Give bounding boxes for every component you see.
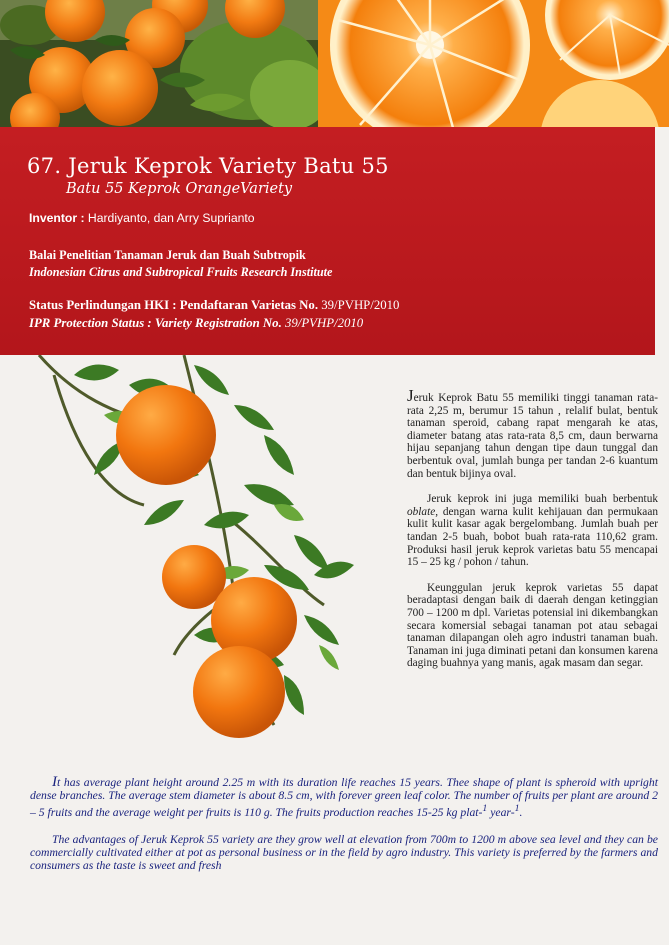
ipr-number: 39/PVHP/2010 [281, 316, 364, 330]
paragraph-text: , dengan warna kulit kehijauan dan permukaan kulit kulit kasar agak bergelombang. Jumlah buah per tandan 2-5 buah, bobot buah rata-rata 110,62 gram. Produksi hasil jeruk keprok varietas batu 55 mencapai 15 – 25 kg / pohon / tahun. [407, 505, 658, 569]
info-panel [0, 127, 655, 355]
ipr-label: IPR Protection Status : Variety Registration No. [29, 316, 282, 330]
institute-name-en: Indonesian Citrus and Subtropical Fruits Research Institute [29, 265, 333, 279]
hki-number: 39/PVHP/2010 [318, 298, 400, 312]
drop-cap: J [407, 386, 414, 405]
paragraph-text: year- [487, 806, 515, 820]
paragraph-text: t has average plant height around 2.25 m with its duration life reaches 15 years. Thee shape of plant is spheroid with upright dense branches. The average stem diameter is about 8.5 cm, with forever green leaf color. The number of fruits per plant are around 2 – 5 fruits and the average weight per fruits is 110 g. The fruits production reaches 15-25 kg plat- [30, 776, 658, 820]
orange-branch-photo [34, 355, 374, 750]
paragraph-fruit [407, 493, 658, 569]
paragraph-advantages-en: The advantages of Jeruk Keprok 55 variety are they grow well at elevation from 700m to 1200 m above sea level and they can be commercially cultivated either at pot as personal business or in the field by agro industry. This variety is preferred by the farmers and consumers as the taste is sweet and fresh [30, 832, 658, 872]
inventor-line [29, 211, 255, 225]
institute-name: Balai Penelitian Tanaman Jeruk dan Buah Subtropik [29, 248, 306, 262]
paragraph-text: Jeruk keprok ini juga memiliki buah berbentuk [427, 493, 658, 506]
header-photos [0, 0, 669, 127]
term-oblate: oblate [407, 505, 436, 518]
description-indonesian [407, 386, 658, 683]
inventor-names: Hardiyanto, dan Arry Suprianto [84, 211, 255, 225]
page-title: 67. Jeruk Keprok Variety Batu 55 [27, 154, 389, 178]
orange-fruit [116, 385, 216, 485]
paragraph-characteristics [407, 386, 658, 480]
orange-fruit [193, 646, 285, 738]
paragraph-characteristics-en [30, 776, 658, 820]
drop-cap: I [52, 774, 57, 790]
photo-orange-tree [0, 0, 330, 127]
photo-orange-slices [318, 0, 669, 127]
description-english [30, 776, 658, 885]
superscript: 1 [482, 803, 488, 815]
hki-status [29, 298, 399, 313]
inventor-label: Inventor : [29, 211, 85, 225]
superscript: 1 [514, 803, 520, 815]
ipr-status [29, 316, 363, 331]
hki-label: Status Perlindungan HKI : Pendaftaran Varietas No. [29, 298, 319, 312]
page-subtitle: Batu 55 Keprok OrangeVariety [66, 181, 293, 197]
paragraph-advantages: Keunggulan jeruk keprok varietas 55 dapat beradaptasi dengan baik di daerah dengan ketinggian 700 – 1200 m dpl. Varietas potensial ini dikembangkan secara komersial sebagai tanaman pot atau sebagai tanaman dilapangan oleh agro industri tanaman buah. Tanaman ini juga diminati petani dan konsumen karena daging buahnya yang manis, agak masam dan segar. [407, 581, 658, 670]
paragraph-text: eruk Keprok Batu 55 memiliki tinggi tanaman rata-rata 2,25 m, berumur 15 tahun , relalif bulat, bentuk tanaman speroid, cabang rapat mengarah ke atas, diameter batang atas rata-rata 8,5 cm, daun berwarna hijau sepanjang tahun dengan tipe daun tunggal dan berbentuk oval, jumlah bunga per tandan 2-6 kuantum dan bentuk bijinya oval. [407, 392, 658, 480]
paragraph-text: . [519, 806, 523, 820]
